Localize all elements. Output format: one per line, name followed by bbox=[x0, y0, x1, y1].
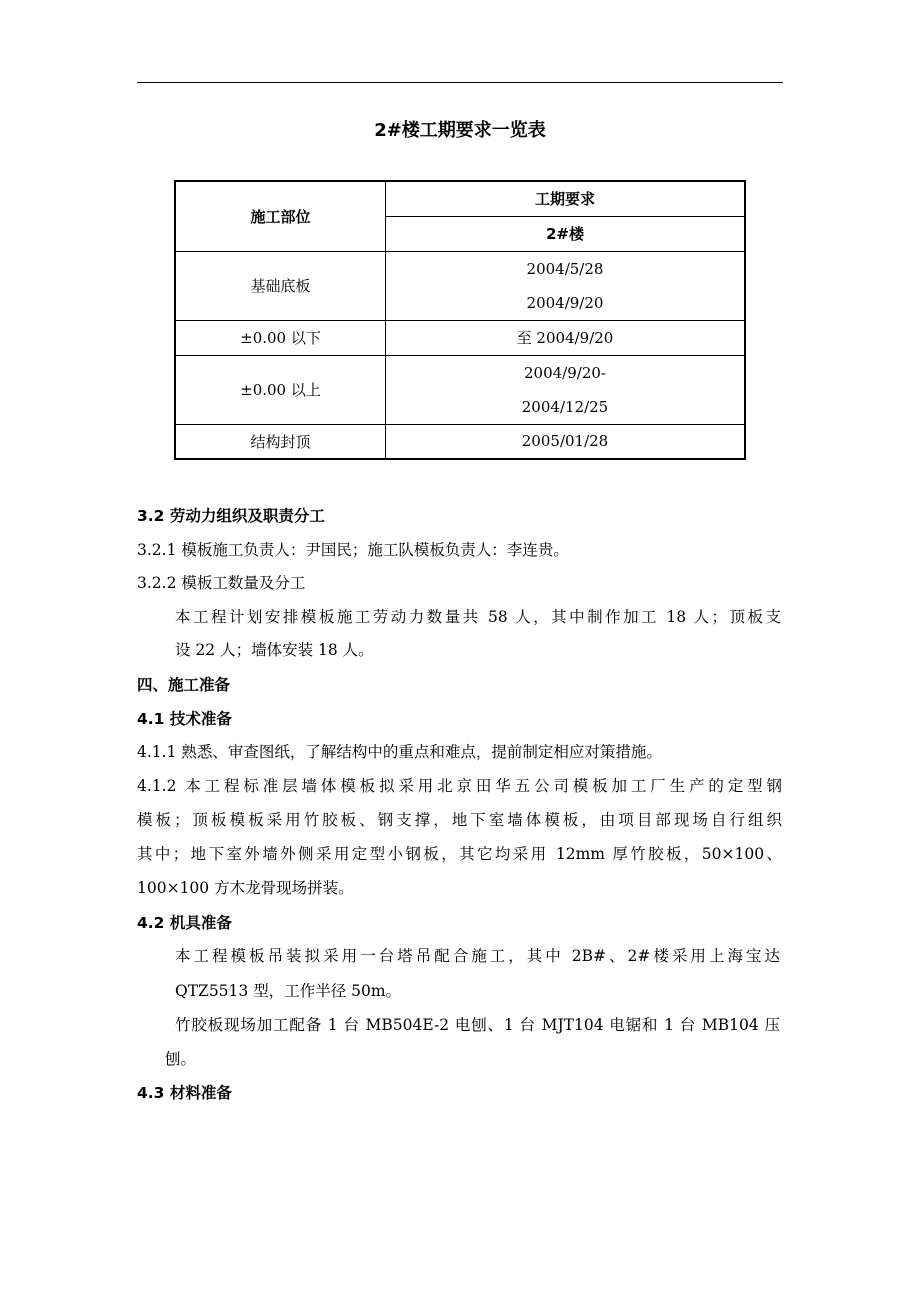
date-line: 2004/9/20 bbox=[526, 293, 604, 312]
header-construction-part: 施工部位 bbox=[175, 181, 386, 251]
paragraph-line: 设 22 人；墙体安装 18 人。 bbox=[175, 641, 374, 659]
table-row bbox=[175, 251, 745, 320]
cell-part: 基础底板 bbox=[175, 251, 386, 320]
paragraph-line: 刨。 bbox=[165, 1050, 197, 1068]
table-row bbox=[175, 355, 745, 424]
paragraph-line: 其中；地下室外墙外侧采用定型小钢板，其它均采用 12mm 厚竹胶板，50×100、 bbox=[137, 845, 782, 863]
schedule-table bbox=[174, 180, 746, 460]
cell-date: 至 2004/9/20 bbox=[386, 320, 746, 355]
cell-part: ±0.00 以下 bbox=[175, 320, 386, 355]
header-schedule-requirement: 工期要求 bbox=[386, 181, 746, 216]
header-building-2: 2#楼 bbox=[386, 216, 746, 251]
cell-date bbox=[386, 355, 746, 424]
paragraph-4-1-1: 4.1.1 熟悉、审查图纸，了解结构中的重点和难点，提前制定相应对策措施。 bbox=[137, 743, 662, 761]
paragraph-line: QTZ5513 型，工作半径 50m。 bbox=[175, 982, 402, 1000]
section-heading-3-2: 3.2 劳动力组织及职责分工 bbox=[137, 507, 325, 525]
paragraph-line: 本工程模板吊装拟采用一台塔吊配合施工，其中 2B#、2#楼采用上海宝达 bbox=[175, 947, 780, 965]
cell-part: ±0.00 以上 bbox=[175, 355, 386, 424]
cell-date: 2005/01/28 bbox=[386, 424, 746, 459]
document-title: 2#楼工期要求一览表 bbox=[374, 120, 546, 141]
paragraph-line: 模板；顶板模板采用竹胶板、钢支撑，地下室墙体模板，由项目部现场自行组织 bbox=[137, 811, 782, 829]
date-line: 2004/12/25 bbox=[521, 397, 609, 416]
section-heading-4-3: 4.3 材料准备 bbox=[137, 1084, 232, 1102]
table-row bbox=[175, 424, 745, 459]
cell-part: 结构封顶 bbox=[175, 424, 386, 459]
section-heading-4-1: 4.1 技术准备 bbox=[137, 710, 232, 728]
paragraph-3-2-1: 3.2.1 模板施工负责人：尹国民；施工队模板负责人：李连贵。 bbox=[137, 541, 569, 559]
paragraph-line: 本工程计划安排模板施工劳动力数量共 58 人，其中制作加工 18 人；顶板支 bbox=[175, 608, 781, 626]
paragraph-line: 100×100 方木龙骨现场拼装。 bbox=[137, 879, 354, 897]
table-row bbox=[175, 320, 745, 355]
section-heading-4: 四、施工准备 bbox=[137, 676, 231, 694]
paragraph-line: 竹胶板现场加工配备 1 台 MB504E-2 电刨、1 台 MJT104 电锯和 1 台 MB104 压 bbox=[175, 1016, 780, 1034]
date-line: 2004/5/28 bbox=[526, 259, 604, 278]
section-heading-4-2: 4.2 机具准备 bbox=[137, 914, 232, 932]
paragraph-line: 4.1.2 本工程标准层墙体模板拟采用北京田华五公司模板加工厂生产的定型钢 bbox=[137, 777, 782, 795]
header-rule bbox=[137, 82, 783, 83]
cell-date bbox=[386, 251, 746, 320]
paragraph-3-2-2-heading: 3.2.2 模板工数量及分工 bbox=[137, 574, 306, 592]
date-line: 2004/9/20- bbox=[524, 363, 606, 382]
